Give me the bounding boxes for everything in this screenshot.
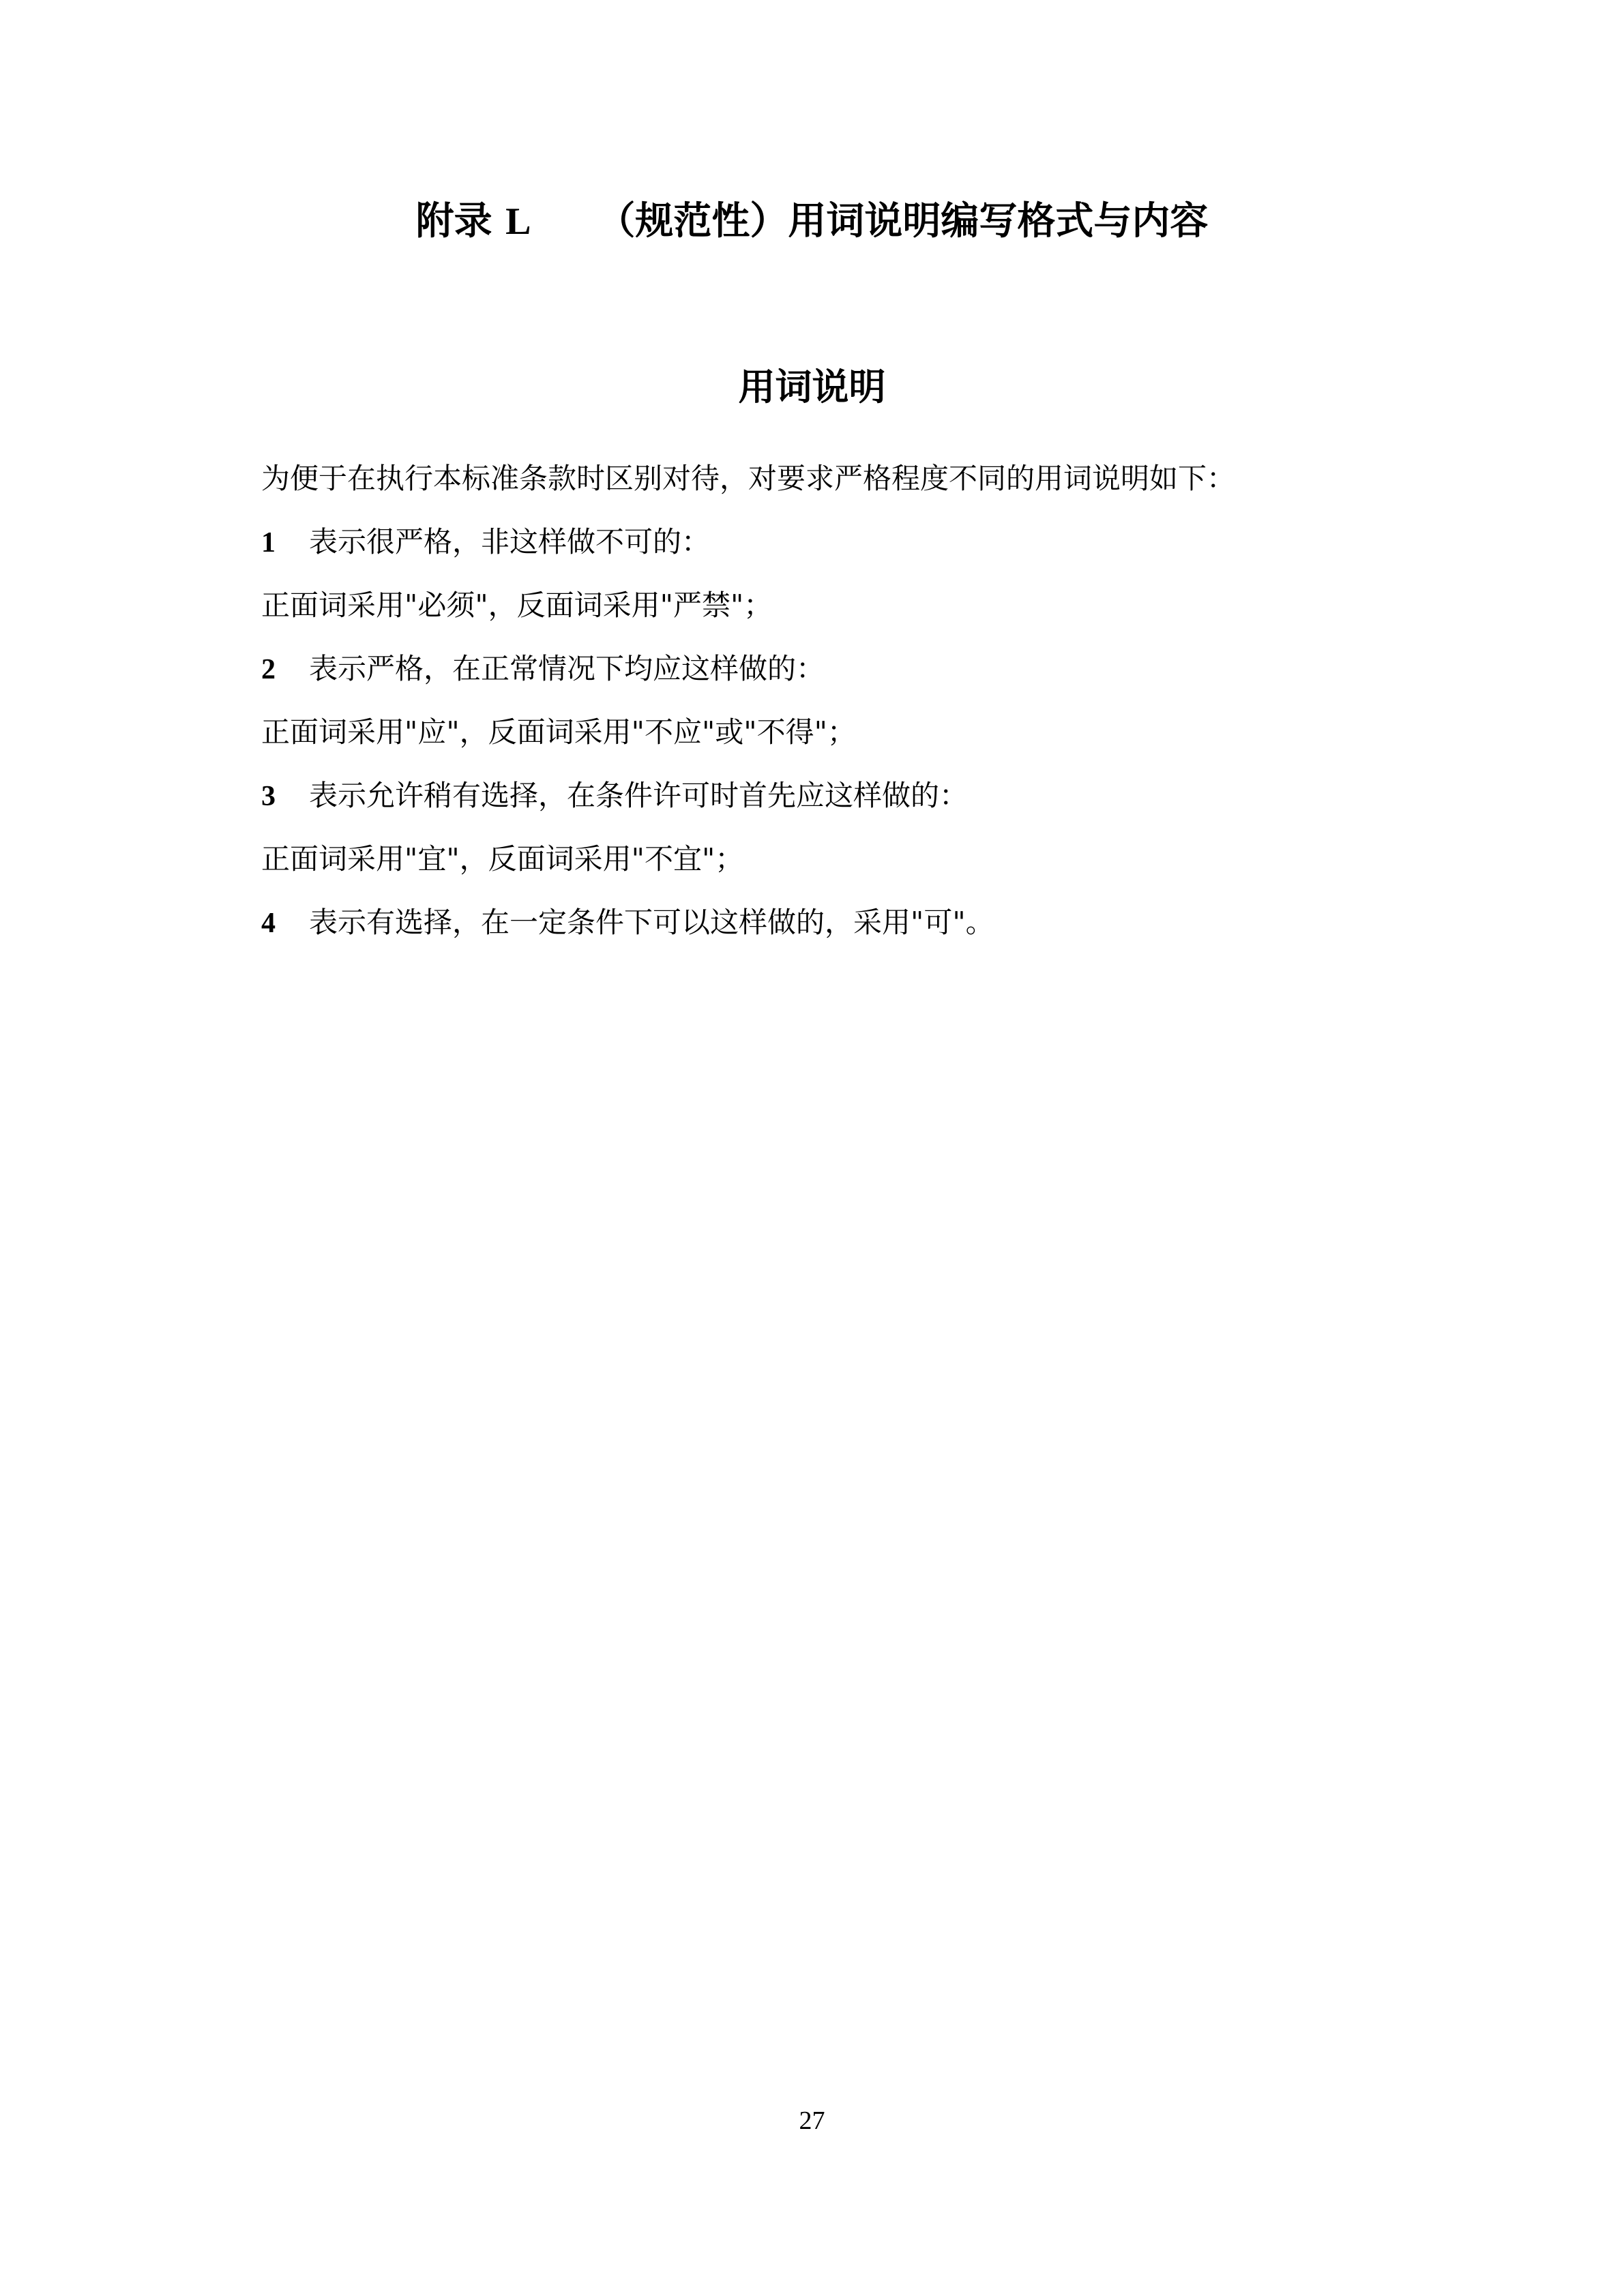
item-number: 3 (261, 781, 276, 812)
appendix-label: 附录 (415, 199, 492, 243)
item-number: 4 (261, 908, 276, 939)
item-text: 表示严格，在正常情况下均应这样做的： (309, 652, 825, 685)
item-number: 2 (261, 654, 276, 685)
item-2 (261, 637, 1380, 700)
page-number: 27 (799, 2106, 825, 2135)
item-text: 表示有选择，在一定条件下可以这样做的，采用"可"。 (309, 906, 994, 939)
item-4 (261, 891, 1380, 954)
item-1 (261, 510, 1380, 573)
item-2-detail: 正面词采用"应"，反面词采用"不应"或"不得"； (261, 715, 856, 749)
appendix-title (0, 194, 1624, 249)
appendix-code: L (505, 200, 531, 243)
terminology-body (261, 447, 1380, 954)
intro-paragraph: 为便于在执行本标准条款时区别对待，对要求严格程度不同的用词说明如下： (261, 462, 1236, 495)
appendix-title-text: （规范性）用词说明编写格式与内容 (597, 199, 1209, 243)
item-3-detail: 正面词采用"宜"，反面词采用"不宜"； (261, 842, 744, 876)
item-text: 表示很严格，非这样做不可的： (309, 525, 711, 558)
item-1-detail: 正面词采用"必须"，反面词采用"严禁"； (261, 588, 773, 622)
item-text: 表示允许稍有选择，在条件许可时首先应这样做的： (309, 779, 969, 812)
item-3 (261, 764, 1380, 827)
item-number: 1 (261, 527, 276, 558)
section-title: 用词说明 (738, 366, 886, 408)
